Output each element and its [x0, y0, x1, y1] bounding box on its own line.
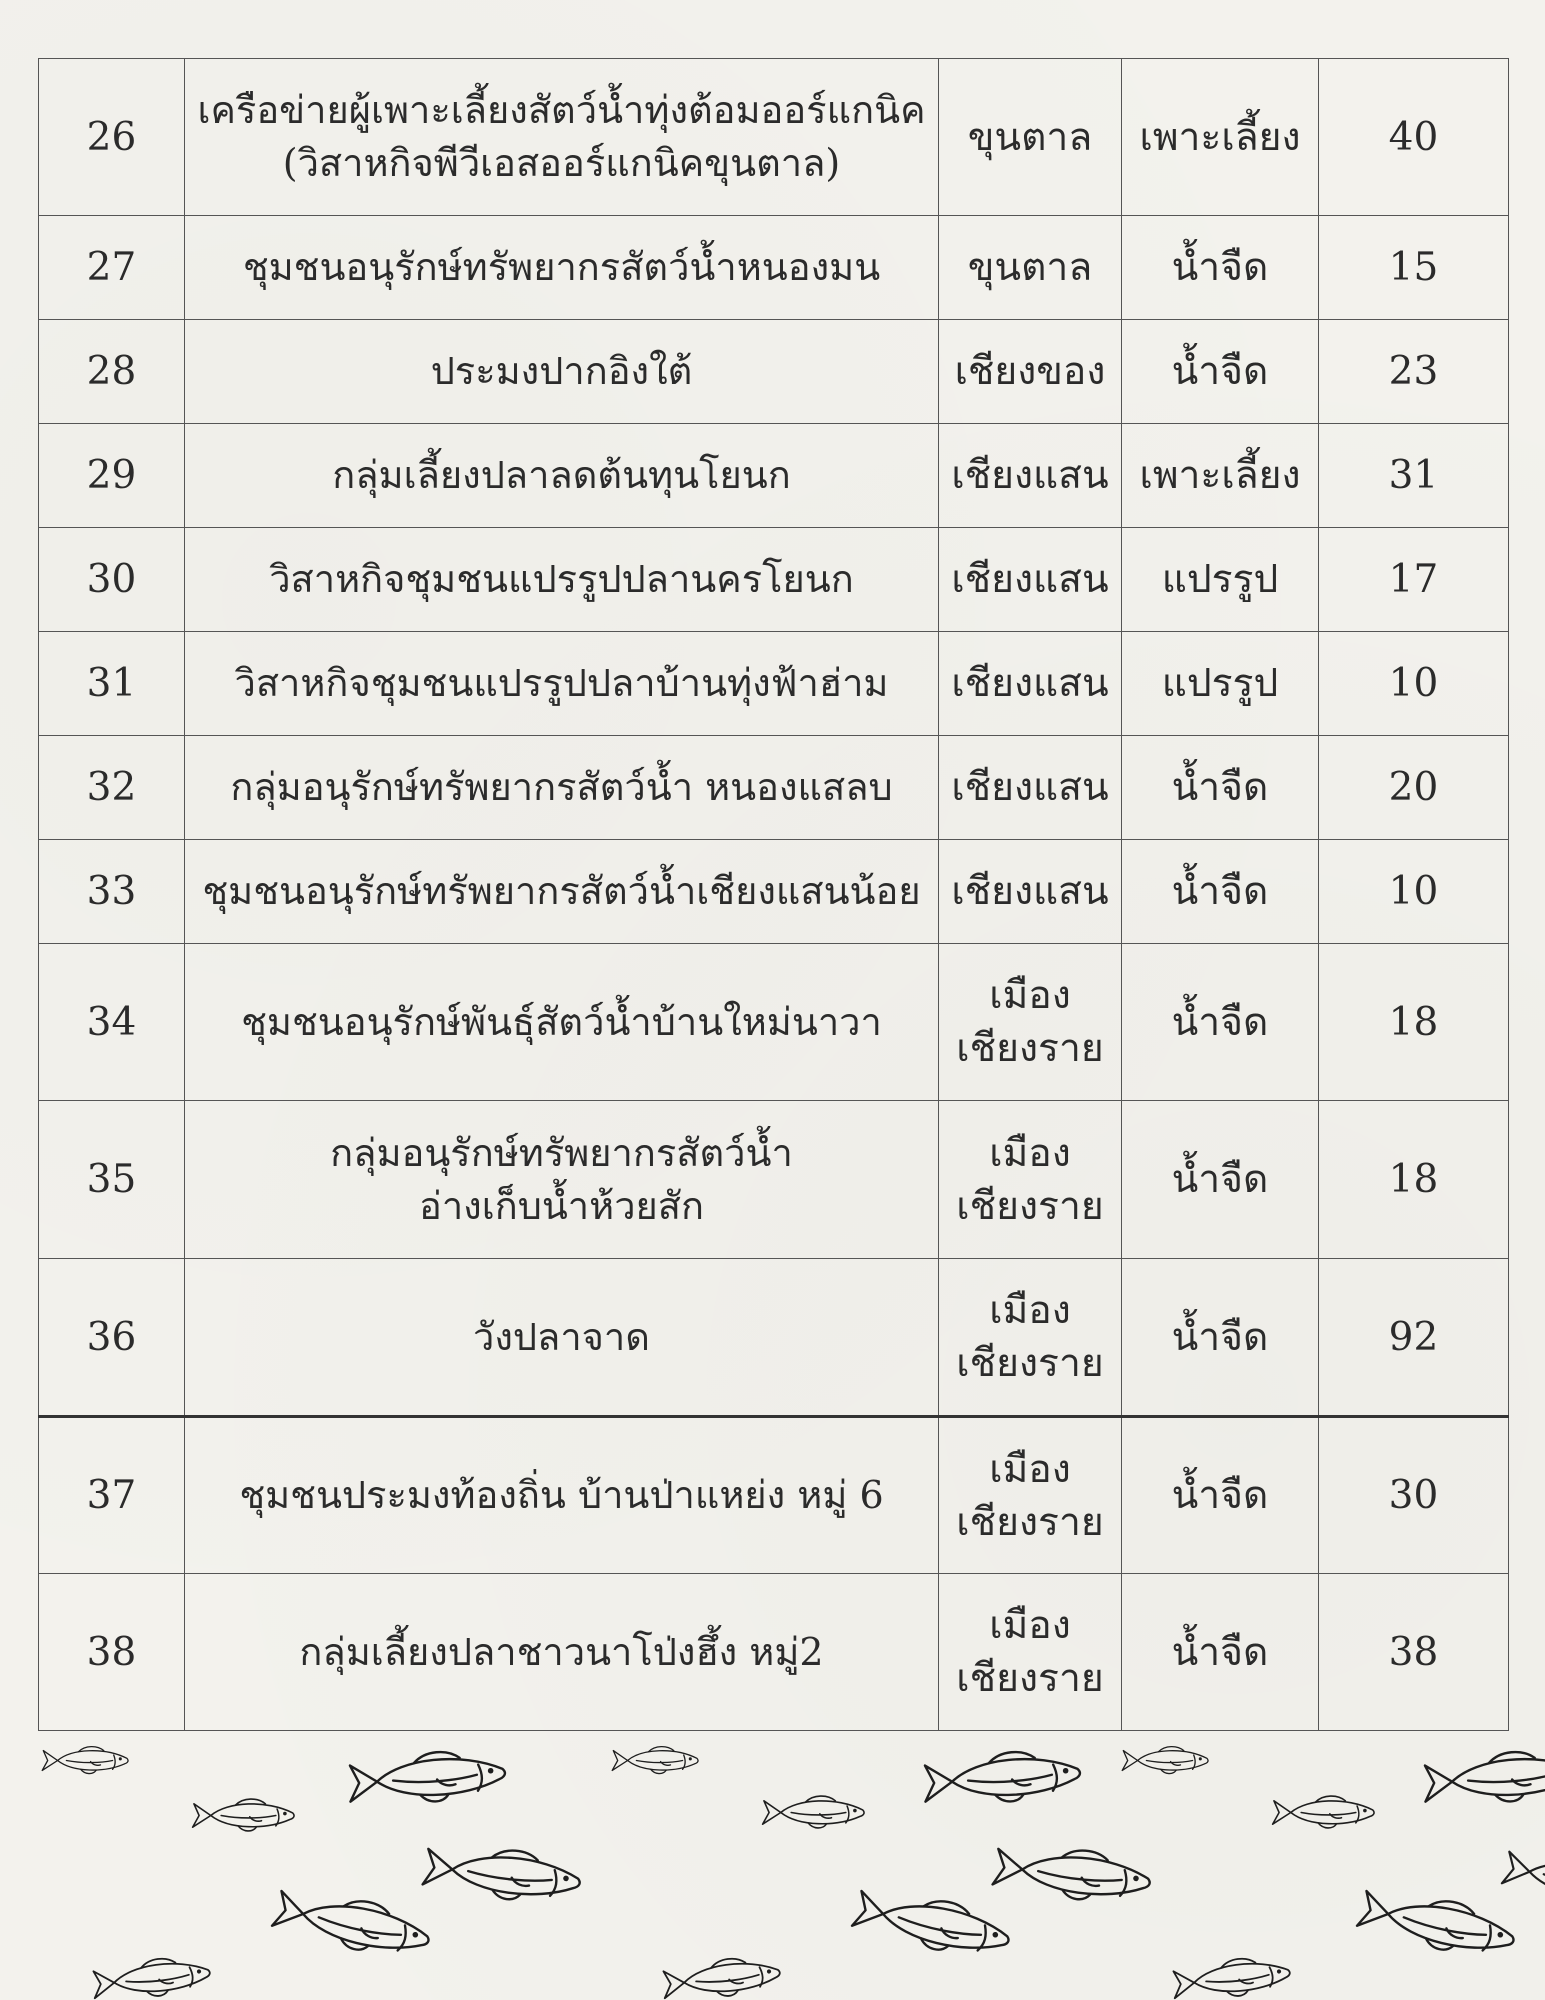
district-cell-text: ขุนตาล: [967, 245, 1093, 290]
type-cell: [1122, 1417, 1319, 1574]
group-name-cell-text: ชุมชนประมงท้องถิ่น บ้านป่าแหย่ง หมู่ 6: [239, 1473, 884, 1517]
group-name-cell-text: (วิสาหกิจพีวีเอสออร์แกนิคขุนตาล): [282, 141, 841, 185]
group-name-cell-text: วังปลาจาด: [473, 1314, 650, 1359]
fish-icon: [417, 1836, 592, 1913]
group-name-cell-text: อ่างเก็บน้ำห้วยสัก: [419, 1183, 704, 1228]
group-name-cell: [185, 1574, 939, 1731]
district-cell-text: เชียงแสน: [951, 557, 1109, 602]
row-number-cell: [39, 528, 185, 632]
member-count-cell: [1319, 1259, 1509, 1417]
row-number-cell-text: 30: [86, 557, 137, 602]
group-name-cell: [185, 840, 939, 944]
member-count-cell: [1319, 216, 1509, 320]
member-count-cell-text: 18: [1388, 999, 1439, 1045]
member-count-cell: [1319, 1574, 1509, 1731]
district-cell: [939, 736, 1122, 840]
member-count-cell: [1319, 320, 1509, 424]
type-cell: [1122, 736, 1319, 840]
district-cell: [939, 944, 1122, 1101]
district-cell: [939, 1259, 1122, 1417]
group-name-cell: [185, 632, 939, 736]
district-cell: [939, 59, 1122, 216]
row-number-cell-text: 34: [86, 999, 137, 1045]
type-cell: [1122, 840, 1319, 944]
district-cell-text: เชียงราย: [956, 1656, 1104, 1701]
row-number-cell: [39, 1574, 185, 1731]
row-number-cell-text: 35: [86, 1157, 137, 1202]
row-number-cell-text: 28: [86, 349, 137, 394]
district-cell-text: เชียงของ: [954, 349, 1106, 394]
member-count-cell: [1319, 528, 1509, 632]
table-row: [39, 840, 1509, 944]
district-cell-text: เชียงแสน: [951, 765, 1109, 810]
group-name-cell: [185, 216, 939, 320]
type-cell-text: น้ำจืด: [1171, 349, 1269, 394]
row-number-cell-text: 37: [86, 1473, 137, 1518]
type-cell-text: แปรรูป: [1161, 661, 1279, 706]
fish-icon: [88, 1949, 220, 2000]
type-cell-text: น้ำจืด: [1171, 1314, 1269, 1360]
row-number-cell: [39, 1417, 185, 1574]
type-cell-text: เพาะเลี้ยง: [1139, 453, 1301, 498]
table-row: [39, 1574, 1509, 1731]
group-name-cell-text: กลุ่มอนุรักษ์ทรัพยากรสัตว์น้ำ: [330, 1130, 793, 1175]
member-count-cell-text: 31: [1388, 453, 1439, 498]
fish-icon: [760, 1793, 871, 1832]
district-cell-text: เมือง: [989, 973, 1071, 1018]
fish-icon: [1120, 1744, 1214, 1777]
group-name-cell: [185, 736, 939, 840]
type-cell: [1122, 320, 1319, 424]
fish-icon: [658, 1949, 790, 2000]
member-count-cell: [1319, 59, 1509, 216]
table-row: [39, 320, 1509, 424]
row-number-cell-text: 27: [86, 245, 137, 290]
type-cell: [1122, 424, 1319, 528]
district-cell-text: เชียงราย: [956, 1026, 1104, 1071]
district-cell-text: เชียงแสน: [951, 869, 1109, 914]
row-number-cell-text: 36: [86, 1314, 137, 1360]
type-cell: [1122, 1574, 1319, 1731]
table-row: [39, 1101, 1509, 1259]
row-number-cell: [39, 632, 185, 736]
district-cell: [939, 320, 1122, 424]
row-number-cell: [39, 59, 185, 216]
group-name-cell-text: ชุมชนอนุรักษ์พันธุ์สัตว์น้ำบ้านใหม่นาวา: [241, 999, 882, 1044]
district-cell-text: เชียงราย: [956, 1499, 1104, 1545]
group-name-cell: [185, 1101, 939, 1259]
row-number-cell-text: 29: [86, 453, 137, 498]
row-number-cell: [39, 216, 185, 320]
type-cell: [1122, 944, 1319, 1101]
group-name-cell-text: เครือข่ายผู้เพาะเลี้ยงสัตว์น้ำทุ่งต้อมออร์แกนิค: [197, 88, 926, 132]
row-number-cell-text: 33: [86, 869, 137, 914]
row-number-cell: [39, 424, 185, 528]
group-name-cell: [185, 424, 939, 528]
row-number-cell: [39, 1259, 185, 1417]
fish-icon: [40, 1744, 134, 1777]
member-count-cell-text: 17: [1388, 557, 1439, 602]
type-cell-text: แปรรูป: [1161, 557, 1279, 602]
district-cell-text: เมือง: [989, 1130, 1071, 1176]
district-cell: [939, 1417, 1122, 1574]
type-cell: [1122, 216, 1319, 320]
type-cell-text: น้ำจืด: [1171, 1157, 1269, 1202]
group-name-cell: [185, 528, 939, 632]
fish-icon: [343, 1742, 517, 1814]
member-count-cell-text: 18: [1388, 1157, 1439, 1202]
member-count-cell-text: 15: [1388, 245, 1439, 290]
group-name-cell: [185, 59, 939, 216]
fish-decoration-band: [0, 1740, 1545, 2000]
row-number-cell: [39, 840, 185, 944]
member-count-cell: [1319, 840, 1509, 944]
group-name-cell-text: กลุ่มเลี้ยงปลาลดต้นทุนโยนก: [332, 453, 791, 497]
district-cell: [939, 424, 1122, 528]
district-cell-text: เมือง: [989, 1288, 1071, 1333]
group-name-cell-text: ประมงปากอิงใต้: [430, 349, 693, 393]
district-cell: [939, 216, 1122, 320]
type-cell-text: เพาะเลี้ยง: [1139, 114, 1301, 160]
table-row: [39, 632, 1509, 736]
type-cell: [1122, 59, 1319, 216]
member-count-cell: [1319, 1101, 1509, 1259]
district-cell: [939, 528, 1122, 632]
type-cell-text: น้ำจืด: [1171, 765, 1269, 810]
row-number-cell: [39, 736, 185, 840]
member-count-cell: [1319, 424, 1509, 528]
group-name-cell: [185, 1417, 939, 1574]
type-cell-text: น้ำจืด: [1171, 245, 1269, 290]
row-number-cell-text: 31: [86, 661, 137, 706]
table-row: [39, 528, 1509, 632]
fish-icon: [918, 1742, 1092, 1814]
group-name-cell: [185, 1259, 939, 1417]
fish-icon: [1418, 1742, 1545, 1814]
table-row: [39, 424, 1509, 528]
table-row: [39, 1417, 1509, 1574]
type-cell: [1122, 632, 1319, 736]
type-cell-text: น้ำจืด: [1171, 1629, 1269, 1675]
type-cell-text: น้ำจืด: [1171, 1473, 1269, 1518]
fish-icon: [1270, 1793, 1381, 1832]
group-name-cell-text: ชุมชนอนุรักษ์ทรัพยากรสัตว์น้ำหนองมน: [242, 245, 881, 289]
member-count-cell-text: 20: [1388, 765, 1439, 810]
fish-icon: [987, 1836, 1162, 1913]
fish-icon: [610, 1744, 704, 1777]
member-count-cell: [1319, 944, 1509, 1101]
type-cell: [1122, 1101, 1319, 1259]
district-cell-text: เชียงแสน: [951, 661, 1109, 706]
member-count-cell-text: 38: [1388, 1629, 1439, 1675]
district-cell-text: เชียงราย: [956, 1341, 1104, 1386]
group-name-cell-text: วิสาหกิจชุมชนแปรรูปปลานครโยนก: [269, 557, 854, 601]
row-number-cell-text: 38: [86, 1629, 137, 1675]
table-row: [39, 216, 1509, 320]
group-name-cell: [185, 944, 939, 1101]
member-count-cell-text: 40: [1388, 114, 1439, 160]
district-cell: [939, 1574, 1122, 1731]
group-name-cell-text: กลุ่มอนุรักษ์ทรัพยากรสัตว์น้ำ หนองแสลบ: [230, 765, 893, 809]
member-count-cell-text: 23: [1388, 349, 1439, 394]
row-number-cell-text: 32: [86, 765, 137, 810]
member-count-cell-text: 10: [1388, 661, 1439, 706]
group-name-cell: [185, 320, 939, 424]
type-cell: [1122, 1259, 1319, 1417]
row-number-cell-text: 26: [86, 114, 137, 160]
type-cell: [1122, 528, 1319, 632]
table-row: [39, 736, 1509, 840]
type-cell-text: น้ำจืด: [1171, 869, 1269, 914]
member-count-cell: [1319, 736, 1509, 840]
district-cell-text: เมือง: [989, 1446, 1071, 1492]
group-name-cell-text: วิสาหกิจชุมชนแปรรูปปลาบ้านทุ่งฟ้าฮ่าม: [234, 661, 889, 705]
member-count-cell-text: 92: [1388, 1314, 1439, 1360]
district-cell: [939, 840, 1122, 944]
group-name-cell-text: ชุมชนอนุรักษ์ทรัพยากรสัตว์น้ำเชียงแสนน้อย: [202, 869, 921, 913]
member-count-cell: [1319, 632, 1509, 736]
row-number-cell: [39, 944, 185, 1101]
table-row: [39, 1259, 1509, 1417]
district-cell-text: เชียงแสน: [951, 453, 1109, 498]
row-number-cell: [39, 1101, 185, 1259]
fish-icon: [1168, 1949, 1300, 2000]
row-number-cell: [39, 320, 185, 424]
fisheries-group-table: [38, 58, 1509, 1731]
district-cell: [939, 1101, 1122, 1259]
district-cell: [939, 632, 1122, 736]
member-count-cell: [1319, 1417, 1509, 1574]
table-row: [39, 59, 1509, 216]
table-row: [39, 944, 1509, 1101]
member-count-cell-text: 10: [1388, 869, 1439, 914]
fish-icon: [190, 1796, 301, 1835]
district-cell-text: ขุนตาล: [967, 114, 1093, 160]
member-count-cell-text: 30: [1388, 1473, 1439, 1518]
group-name-cell-text: กลุ่มเลี้ยงปลาชาวนาโป่งฮึ้ง หมู่2: [299, 1629, 824, 1674]
district-cell-text: เชียงราย: [956, 1183, 1104, 1229]
district-cell-text: เมือง: [989, 1603, 1071, 1648]
type-cell-text: น้ำจืด: [1171, 999, 1269, 1045]
